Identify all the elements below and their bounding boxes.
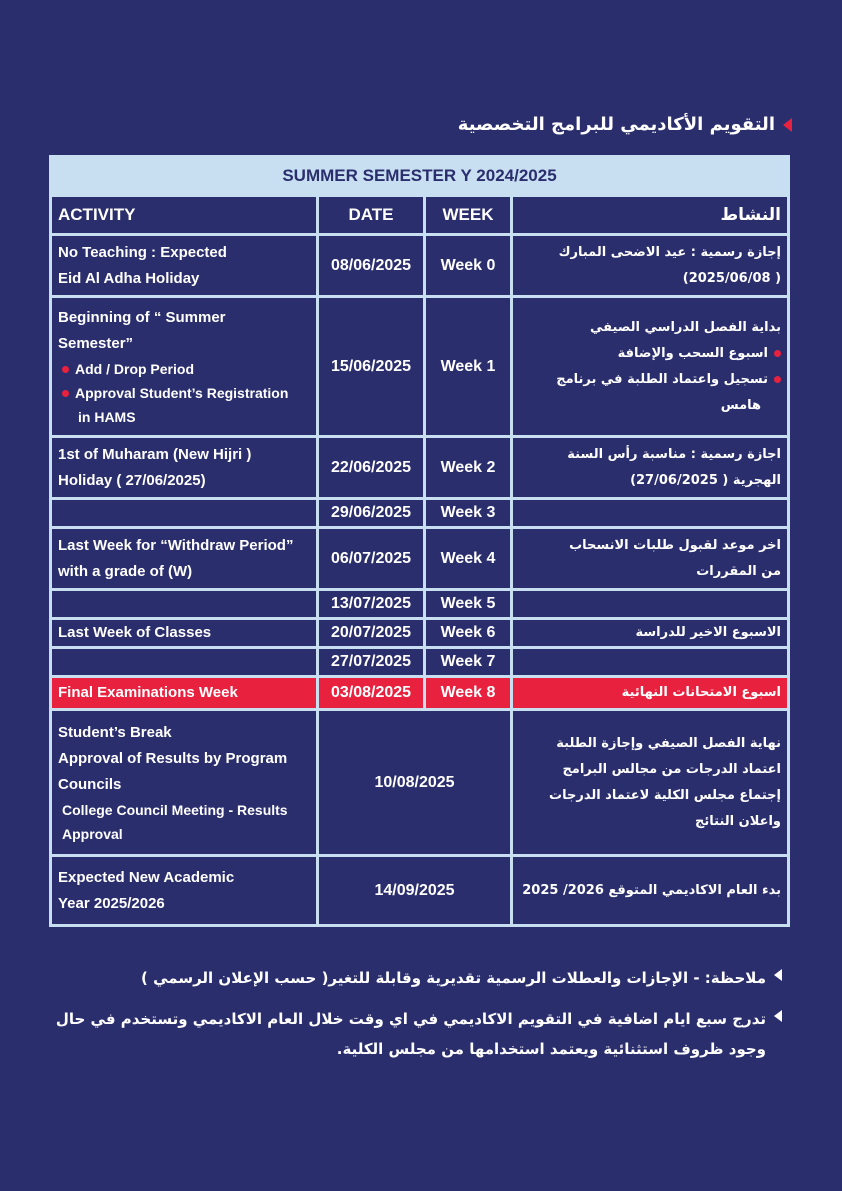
table-title: SUMMER SEMESTER Y 2024/2025	[51, 157, 789, 196]
activity-line: Eid Al Adha Holiday	[58, 269, 200, 287]
table-row	[51, 619, 789, 648]
heading-text: التقويم الأكاديمي للبرامج التخصصية	[457, 114, 775, 135]
arabic-activity-cell	[512, 297, 789, 437]
week-cell: Week 4	[425, 528, 512, 590]
bullet-icon	[774, 350, 781, 357]
table-row	[51, 710, 789, 856]
arabic-line: اعتماد الدرجات من مجالس البرامج	[562, 761, 782, 777]
bullet-arrow-icon	[774, 1010, 782, 1022]
table-row	[51, 499, 789, 528]
arabic-subline-text: تسجيل واعتماد الطلبة في برنامج	[556, 371, 769, 387]
note-text: ملاحظة: - الإجازات والعطلات الرسمية تقديرية وقابلة للتغير( حسب الإعلان الرسمي )	[141, 969, 766, 987]
activity-line: Year 2025/2026	[58, 894, 165, 912]
arabic-line: إجازة رسمية : عيد الاضحى المبارك	[558, 244, 782, 260]
activity-line: Beginning of “ Summer	[58, 308, 226, 326]
activity-line: Approval of Results by Program	[58, 749, 288, 767]
activity-subline-text: College Council Meeting - Results	[62, 801, 288, 818]
week-cell: Week 8	[425, 677, 512, 710]
activity-line: Semester”	[58, 334, 134, 352]
table-row	[51, 297, 789, 437]
activity-subline	[58, 381, 310, 405]
arabic-line: اخر موعد لقبول طلبات الانسحاب	[569, 537, 782, 553]
table-row	[51, 235, 789, 297]
arabic-line: واعلان النتائج	[695, 813, 782, 829]
activity-cell	[51, 648, 318, 677]
date-cell: 06/07/2025	[318, 528, 425, 590]
arabic-activity-cell	[512, 590, 789, 619]
arabic-line: اسبوع الامتحانات النهائية	[621, 685, 782, 700]
table-row	[51, 528, 789, 590]
header-activity: ACTIVITY	[51, 196, 318, 235]
arabic-line: اجازة رسمية : مناسبة رأس السنة	[567, 446, 782, 462]
arabic-activity-cell	[512, 619, 789, 648]
activity-line: Last Week of Classes	[58, 624, 212, 641]
arabic-activity-cell	[512, 677, 789, 710]
table-row	[51, 437, 789, 499]
activity-subline	[58, 405, 310, 429]
activity-subline-text: Approval Student’s Registration	[75, 384, 289, 401]
arabic-line: الهجرية ( 27/06/2025)	[630, 472, 782, 488]
arabic-subline-text: اسبوع السحب والإضافة	[617, 345, 769, 361]
header-date: DATE	[318, 196, 425, 235]
date-cell: 20/07/2025	[318, 619, 425, 648]
activity-cell	[51, 499, 318, 528]
header-week: WEEK	[425, 196, 512, 235]
note-item	[42, 1004, 782, 1064]
date-cell: 14/09/2025	[318, 856, 512, 926]
activity-subline-text: Approval	[62, 825, 123, 842]
arabic-line: بداية الفصل الدراسي الصيفي	[590, 319, 782, 335]
table-row	[51, 590, 789, 619]
date-cell: 15/06/2025	[318, 297, 425, 437]
arabic-activity-cell	[512, 648, 789, 677]
arabic-line: بدء العام الاكاديمي المتوقع 2026/ 2025	[522, 882, 782, 898]
note-item	[42, 963, 782, 993]
bullet-icon	[62, 390, 69, 397]
arabic-activity-cell	[512, 856, 789, 926]
activity-line: Last Week for “Withdraw Period”	[58, 536, 294, 554]
heading-marker-icon	[783, 118, 792, 132]
arabic-subline	[519, 341, 781, 367]
week-cell: Week 5	[425, 590, 512, 619]
arabic-activity-cell	[512, 528, 789, 590]
activity-subline	[58, 357, 310, 381]
page-heading	[458, 114, 792, 135]
activity-cell	[51, 235, 318, 297]
table-row	[51, 648, 789, 677]
activity-subline	[58, 798, 310, 822]
activity-cell	[51, 297, 318, 437]
week-cell: Week 6	[425, 619, 512, 648]
activity-cell	[51, 528, 318, 590]
week-cell: Week 7	[425, 648, 512, 677]
arabic-line: ( 2025/06/08)	[682, 270, 782, 286]
activity-cell	[51, 710, 318, 856]
activity-line: 1st of Muharam (New Hijri )	[58, 445, 252, 463]
activity-cell	[51, 437, 318, 499]
date-cell: 08/06/2025	[318, 235, 425, 297]
table-body	[51, 235, 789, 926]
arabic-activity-cell	[512, 437, 789, 499]
arabic-activity-cell	[512, 235, 789, 297]
arabic-activity-cell	[512, 710, 789, 856]
arabic-line: من المقررات	[696, 563, 782, 579]
activity-line: No Teaching : Expected	[58, 243, 227, 261]
table-row	[51, 856, 789, 926]
header-arabic-activity: النشاط	[512, 196, 789, 235]
activity-subline-text: in HAMS	[78, 408, 136, 425]
activity-cell	[51, 856, 318, 926]
date-cell: 10/08/2025	[318, 710, 512, 856]
arabic-line: إجتماع مجلس الكلية لاعتماد الدرجات	[549, 787, 782, 803]
activity-line: with a grade of (W)	[58, 562, 193, 580]
activity-line: Final Examinations Week	[58, 684, 238, 701]
week-cell: Week 2	[425, 437, 512, 499]
date-cell: 27/07/2025	[318, 648, 425, 677]
week-cell: Week 1	[425, 297, 512, 437]
week-cell: Week 3	[425, 499, 512, 528]
date-cell: 29/06/2025	[318, 499, 425, 528]
arabic-subline	[519, 393, 781, 419]
activity-cell	[51, 590, 318, 619]
academic-calendar-table	[49, 155, 790, 927]
arabic-line: نهاية الفصل الصيفي وإجازة الطلبة	[556, 735, 782, 751]
activity-line: Councils	[58, 775, 122, 793]
note-text: تدرج سبع ايام اضافية في التقويم الاكاديمي في اي وقت خلال العام الاكاديمي وتستخدم في حال وجود ظروف استثنائية ويعتمد استخدامها من مجلس الكلية.	[55, 1010, 766, 1058]
activity-cell	[51, 619, 318, 648]
activity-subline-text: Add / Drop Period	[75, 360, 194, 377]
arabic-line: الاسبوع الاخير للدراسة	[635, 625, 782, 640]
activity-line: Expected New Academic	[58, 868, 235, 886]
activity-cell	[51, 677, 318, 710]
arabic-subline	[519, 367, 781, 393]
date-cell: 22/06/2025	[318, 437, 425, 499]
table-row	[51, 677, 789, 710]
arabic-subline-text: هامس	[720, 397, 762, 413]
bullet-icon	[62, 366, 69, 373]
date-cell: 13/07/2025	[318, 590, 425, 619]
week-cell: Week 0	[425, 235, 512, 297]
activity-line: Holiday ( 27/06/2025)	[58, 471, 206, 489]
bullet-arrow-icon	[774, 969, 782, 981]
date-cell: 03/08/2025	[318, 677, 425, 710]
activity-subline	[58, 822, 310, 846]
arabic-activity-cell	[512, 499, 789, 528]
bullet-icon	[774, 376, 781, 383]
activity-line: Student’s Break	[58, 723, 172, 741]
